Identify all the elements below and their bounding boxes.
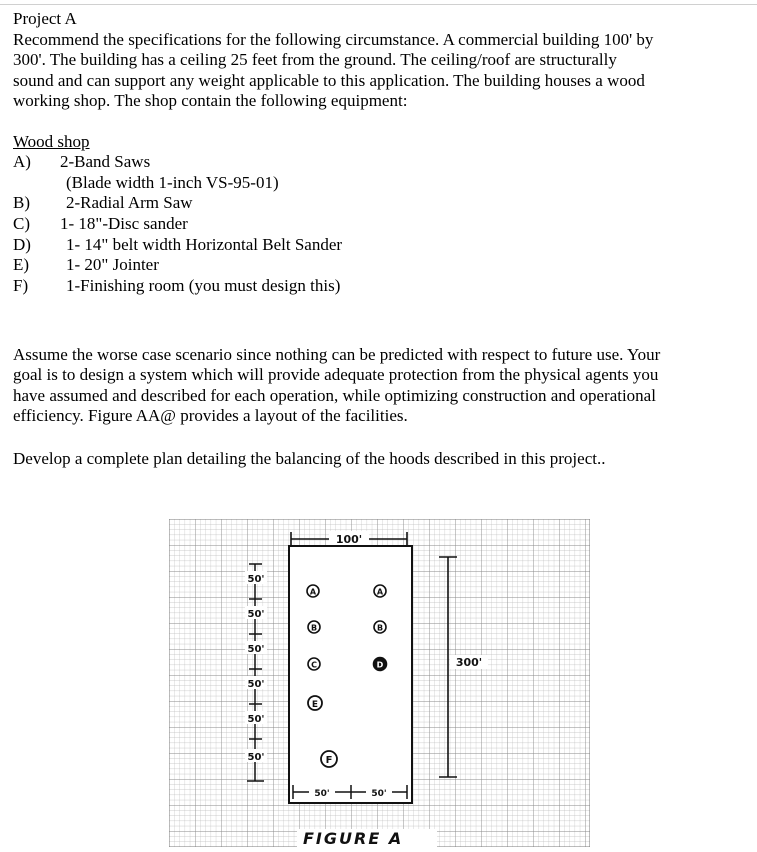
equipment-key: E) <box>13 255 30 275</box>
assume-line-2: goal is to design a system which will provide adequate protection from the physical agents you <box>13 365 659 385</box>
document-body <box>13 9 753 469</box>
equipment-item <box>13 152 753 173</box>
equipment-marker <box>308 696 322 710</box>
equipment-marker <box>308 658 320 670</box>
svg-text:C: C <box>311 660 317 670</box>
equipment-key: B) <box>13 193 30 213</box>
assume-line-3: have assumed and described for each operation, while optimizing construction and operational <box>13 385 656 405</box>
equipment-text: 1- 14" belt width Horizontal Belt Sander <box>66 234 343 254</box>
equipment-item <box>13 255 753 276</box>
svg-text:B: B <box>376 623 384 633</box>
left-segment-label: 50' <box>247 714 265 725</box>
equipment-text: 2-Band Saws <box>60 152 151 171</box>
equipment-key: F) <box>13 276 29 296</box>
intro-line-3: sound and can support any weight applicable to this application. The building houses a wood <box>13 70 645 90</box>
equipment-text: 2-Radial Arm Saw <box>66 193 193 213</box>
equipment-item <box>13 193 753 214</box>
svg-text:F: F <box>325 755 333 766</box>
top-rule <box>0 4 757 5</box>
equipment-key: D) <box>13 234 31 254</box>
equipment-text: (Blade width 1-inch VS-95-01) <box>66 172 279 192</box>
left-segment-label: 50' <box>247 574 265 585</box>
equipment-list <box>13 152 753 297</box>
bottom-segment-label: 50' <box>371 789 387 799</box>
equipment-marker <box>374 621 386 633</box>
left-segment-label: 50' <box>247 644 265 655</box>
assume-line-4: efficiency. Figure AA@ provides a layout of the facilities. <box>13 406 408 426</box>
svg-text:E: E <box>311 700 319 710</box>
intro-line-2: 300'. The building has a ceiling 25 feet from the ground. The ceiling/roof are structurally <box>13 50 617 69</box>
equipment-marker <box>308 621 320 633</box>
length-label: 300' <box>455 656 483 669</box>
equipment-text: 1-Finishing room (you must design this) <box>66 276 341 296</box>
assume-line-1: Assume the worse case scenario since nothing can be predicted with respect to future use. Your <box>13 344 661 364</box>
equipment-item <box>13 214 753 235</box>
svg-text:A: A <box>309 587 317 597</box>
svg-text:D: D <box>376 660 384 670</box>
left-segment-label: 50' <box>247 752 265 763</box>
equipment-text: 1- 18"-Disc sander <box>60 214 188 234</box>
svg-text:A: A <box>376 587 384 597</box>
equipment-item <box>13 235 753 256</box>
figure-caption: FIGURE A <box>303 829 404 847</box>
shop-heading: Wood shop <box>13 131 90 151</box>
width-label: 100' <box>335 533 363 546</box>
svg-text:B: B <box>310 623 318 633</box>
equipment-marker <box>374 658 387 671</box>
equipment-item <box>13 276 753 297</box>
equipment-key: C) <box>13 214 30 234</box>
bottom-segment-label: 50' <box>314 789 330 799</box>
equipment-text: 1- 20" Jointer <box>66 255 159 275</box>
equipment-key: A) <box>13 152 31 171</box>
project-title: Project A <box>13 9 77 28</box>
equipment-marker <box>321 751 337 767</box>
intro-line-4: working shop. The shop contain the following equipment: <box>13 91 408 110</box>
equipment-marker <box>374 585 386 597</box>
left-segment-label: 50' <box>247 609 265 620</box>
equipment-item <box>13 173 753 194</box>
equipment-marker <box>307 585 319 597</box>
intro-line-1: Recommend the specifications for the following circumstance. A commercial building 100' by <box>13 29 654 49</box>
left-segment-label: 50' <box>247 679 265 690</box>
figure-a-layout <box>169 519 590 847</box>
develop-line: Develop a complete plan detailing the balancing of the hoods described in this project.. <box>13 448 606 468</box>
building-outline <box>289 546 412 803</box>
